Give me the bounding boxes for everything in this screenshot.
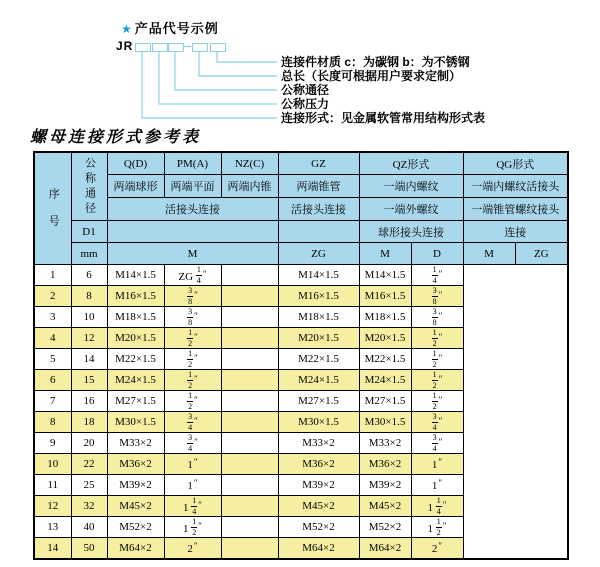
header-qz-d: D — [411, 243, 463, 265]
header-seq: 序号 — [34, 152, 71, 265]
header-row-2 — [34, 175, 568, 198]
cell-m: M52×2 — [107, 517, 164, 538]
cell-qg-m: M45×2 — [359, 496, 411, 517]
header-qg-desc1: 一端内螺纹活接头 — [463, 175, 568, 198]
cell-dn: 15 — [71, 370, 107, 391]
cell-qz-d: M33×2 — [278, 433, 359, 454]
cell-no: 11 — [34, 475, 71, 496]
cell-qz-m — [221, 475, 278, 496]
header-row-5 — [34, 243, 568, 265]
header-nz: NZ(C) — [221, 152, 278, 175]
header-d1: D1 — [71, 221, 107, 243]
table-row — [34, 475, 568, 496]
cell-dn: 8 — [71, 286, 107, 307]
cell-gz-zg: $\frac{1}{2}$ ″ — [164, 370, 221, 391]
cell-m: M22×1.5 — [107, 349, 164, 370]
cell-qz-d: M39×2 — [278, 475, 359, 496]
cell-qg-zg: $\frac{3}{4}$ ″ — [411, 412, 463, 433]
cell-gz-zg: $\frac{1}{2}$ ″ — [164, 391, 221, 412]
header-row-1 — [34, 152, 568, 175]
cell-qg-zg: $\frac{3}{8}$ ″ — [411, 286, 463, 307]
header-qg: QG形式 — [463, 152, 568, 175]
table-row — [34, 286, 568, 307]
cell-qz-m — [221, 349, 278, 370]
header-dn: 公称通径 — [71, 152, 107, 221]
cell-qz-d: M14×1.5 — [278, 265, 359, 286]
cell-qg-zg: 1″ — [411, 475, 463, 496]
cell-dn: 16 — [71, 391, 107, 412]
cell-qz-d: M20×1.5 — [278, 328, 359, 349]
cell-m: M64×2 — [107, 538, 164, 559]
cell-qg-m: M22×1.5 — [359, 349, 411, 370]
table-row — [34, 433, 568, 454]
cell-no: 10 — [34, 454, 71, 475]
diagram-label-material: 连接件材质 c：为碳钢 b：为不锈钢 — [281, 55, 470, 69]
cell-qg-zg: $\frac{1}{2}$ ″ — [411, 391, 463, 412]
cell-m: M36×2 — [107, 454, 164, 475]
cell-qz-d: M52×2 — [278, 517, 359, 538]
cell-qz-d: M30×1.5 — [278, 412, 359, 433]
cell-m: M18×1.5 — [107, 307, 164, 328]
table-title: 螺母连接形式参考表 — [30, 129, 202, 146]
cell-qg-zg: $\frac{1}{2}$ ″ — [411, 370, 463, 391]
table-row — [34, 496, 568, 517]
code-prefix: JR — [116, 39, 134, 53]
diagram-label-pressure: 公称压力 — [281, 97, 330, 111]
cell-qg-zg: $\frac{1}{2}$ ″ — [411, 349, 463, 370]
cell-no: 5 — [34, 349, 71, 370]
table-row — [34, 307, 568, 328]
cell-dn: 22 — [71, 454, 107, 475]
header-empty-gz — [278, 221, 359, 243]
cell-qz-m — [221, 496, 278, 517]
cell-dn: 18 — [71, 412, 107, 433]
cell-dn: 6 — [71, 265, 107, 286]
cell-dn: 10 — [71, 307, 107, 328]
cell-m: M39×2 — [107, 475, 164, 496]
cell-qg-m: M33×2 — [359, 433, 411, 454]
cell-gz-zg: 1 $\frac{1}{2}$ ″ — [164, 517, 221, 538]
cell-qz-m — [221, 454, 278, 475]
header-qz-m: M — [359, 243, 411, 265]
cell-qz-m — [221, 286, 278, 307]
cell-m: M20×1.5 — [107, 328, 164, 349]
cell-no: 12 — [34, 496, 71, 517]
cell-no: 1 — [34, 265, 71, 286]
header-qg-conn: 连接 — [463, 221, 568, 243]
header-qz-conn: 球形接头连接 — [359, 221, 463, 243]
cell-no: 9 — [34, 433, 71, 454]
cell-qg-m: M36×2 — [359, 454, 411, 475]
cell-qg-zg: 2″ — [411, 538, 463, 559]
header-gz: GZ — [278, 152, 359, 175]
cell-no: 8 — [34, 412, 71, 433]
header-row-3 — [34, 198, 568, 221]
table-row — [34, 454, 568, 475]
cell-qg-m: M39×2 — [359, 475, 411, 496]
cell-qg-zg: $\frac{3}{8}$ ″ — [411, 307, 463, 328]
header-qz: QZ形式 — [359, 152, 463, 175]
header-empty-union — [107, 221, 278, 243]
cell-gz-zg: $\frac{3}{4}$ ″ — [164, 412, 221, 433]
header-qg-m: M — [463, 243, 515, 265]
header-qz-desc2: 一端外螺纹 — [359, 198, 463, 221]
table-row — [34, 265, 568, 286]
diagram-label-length: 总长（长度可根据用户要求定制） — [281, 69, 462, 83]
cell-qg-zg: 1″ — [411, 454, 463, 475]
cell-gz-zg: $\frac{3}{8}$ ″ — [164, 307, 221, 328]
cell-no: 3 — [34, 307, 71, 328]
cell-qg-zg: $\frac{1}{4}$ ″ — [411, 265, 463, 286]
cell-dn: 12 — [71, 328, 107, 349]
cell-dn: 40 — [71, 517, 107, 538]
cell-qz-m — [221, 328, 278, 349]
header-qz-desc1: 一端内螺纹 — [359, 175, 463, 198]
cell-qg-zg: 1 $\frac{1}{4}$ ″ — [411, 496, 463, 517]
cell-qg-zg: $\frac{3}{4}$ ″ — [411, 433, 463, 454]
cell-m: M27×1.5 — [107, 391, 164, 412]
cell-qg-m: M30×1.5 — [359, 412, 411, 433]
cell-gz-zg: 1″ — [164, 454, 221, 475]
header-pm-desc: 两端平面 — [164, 175, 221, 198]
header-mm: mm — [71, 243, 107, 265]
cell-qz-m — [221, 391, 278, 412]
table-row — [34, 349, 568, 370]
header-q-desc: 两端球形 — [107, 175, 164, 198]
cell-qz-d: M22×1.5 — [278, 349, 359, 370]
cell-gz-zg: $\frac{1}{2}$ ″ — [164, 328, 221, 349]
cell-qz-m — [221, 433, 278, 454]
cell-gz-zg: 1 $\frac{1}{4}$ ″ — [164, 496, 221, 517]
cell-qz-d: M18×1.5 — [278, 307, 359, 328]
table-row — [34, 517, 568, 538]
cell-qz-d: M16×1.5 — [278, 286, 359, 307]
cell-m: M24×1.5 — [107, 370, 164, 391]
cell-qg-zg: $\frac{1}{2}$ ″ — [411, 328, 463, 349]
table-body — [34, 265, 568, 559]
cell-gz-zg: $\frac{3}{4}$ ″ — [164, 433, 221, 454]
cell-qg-m: M16×1.5 — [359, 286, 411, 307]
header-gz-conn: 活接头连接 — [278, 198, 359, 221]
diagram-label-connection: 连接形式：见金属软管常用结构形式表 — [281, 111, 486, 125]
header-gz-desc: 两端锥管 — [278, 175, 359, 198]
cell-qz-d: M27×1.5 — [278, 391, 359, 412]
cell-m: M33×2 — [107, 433, 164, 454]
cell-qz-m — [221, 412, 278, 433]
cell-no: 2 — [34, 286, 71, 307]
cell-qg-m: M52×2 — [359, 517, 411, 538]
header-qg-zg: ZG — [515, 243, 568, 265]
header-pm: PM(A) — [164, 152, 221, 175]
cell-dn: 14 — [71, 349, 107, 370]
table-row — [34, 328, 568, 349]
cell-qz-m — [221, 265, 278, 286]
nut-connection-reference-table — [33, 151, 569, 560]
cell-gz-zg: 2″ — [164, 538, 221, 559]
cell-qz-m — [221, 538, 278, 559]
cell-gz-zg: ZG $\frac{1}{4}$ ″ — [164, 265, 221, 286]
header-q: Q(D) — [107, 152, 164, 175]
cell-qg-m: M64×2 — [359, 538, 411, 559]
cell-dn: 25 — [71, 475, 107, 496]
diagram-heading-text: 产品代号示例 — [134, 21, 219, 36]
cell-no: 4 — [34, 328, 71, 349]
cell-dn: 32 — [71, 496, 107, 517]
cell-no: 14 — [34, 538, 71, 559]
cell-qz-m — [221, 517, 278, 538]
cell-no: 6 — [34, 370, 71, 391]
cell-qg-m: M27×1.5 — [359, 391, 411, 412]
cell-dn: 20 — [71, 433, 107, 454]
cell-qg-m: M20×1.5 — [359, 328, 411, 349]
cell-qz-m — [221, 307, 278, 328]
cell-m: M16×1.5 — [107, 286, 164, 307]
table-row — [34, 370, 568, 391]
cell-no: 13 — [34, 517, 71, 538]
cell-no: 7 — [34, 391, 71, 412]
cell-m: M14×1.5 — [107, 265, 164, 286]
header-qg-desc2: 一端锥管螺纹接头 — [463, 198, 568, 221]
table-row — [34, 391, 568, 412]
cell-qg-m: M18×1.5 — [359, 307, 411, 328]
table-row — [34, 412, 568, 433]
header-union-conn: 活接头连接 — [107, 198, 278, 221]
header-nz-desc: 两端内锥 — [221, 175, 278, 198]
cell-gz-zg: $\frac{3}{8}$ ″ — [164, 286, 221, 307]
cell-qg-m: M24×1.5 — [359, 370, 411, 391]
header-m-span: M — [107, 243, 278, 265]
cell-qz-d: M24×1.5 — [278, 370, 359, 391]
table-row — [34, 538, 568, 559]
cell-qz-m — [221, 370, 278, 391]
cell-m: M30×1.5 — [107, 412, 164, 433]
cell-dn: 50 — [71, 538, 107, 559]
cell-qg-zg: 1 $\frac{1}{2}$ ″ — [411, 517, 463, 538]
header-gz-zg: ZG — [278, 243, 359, 265]
cell-qz-d: M45×2 — [278, 496, 359, 517]
cell-qg-m: M14×1.5 — [359, 265, 411, 286]
cell-qz-d: M64×2 — [278, 538, 359, 559]
cell-gz-zg: $\frac{1}{2}$ ″ — [164, 349, 221, 370]
star-icon: ★ — [121, 22, 133, 36]
cell-qz-d: M36×2 — [278, 454, 359, 475]
header-row-4 — [34, 221, 568, 243]
cell-m: M45×2 — [107, 496, 164, 517]
cell-gz-zg: 1″ — [164, 475, 221, 496]
diagram-label-diameter: 公称通径 — [281, 83, 330, 97]
